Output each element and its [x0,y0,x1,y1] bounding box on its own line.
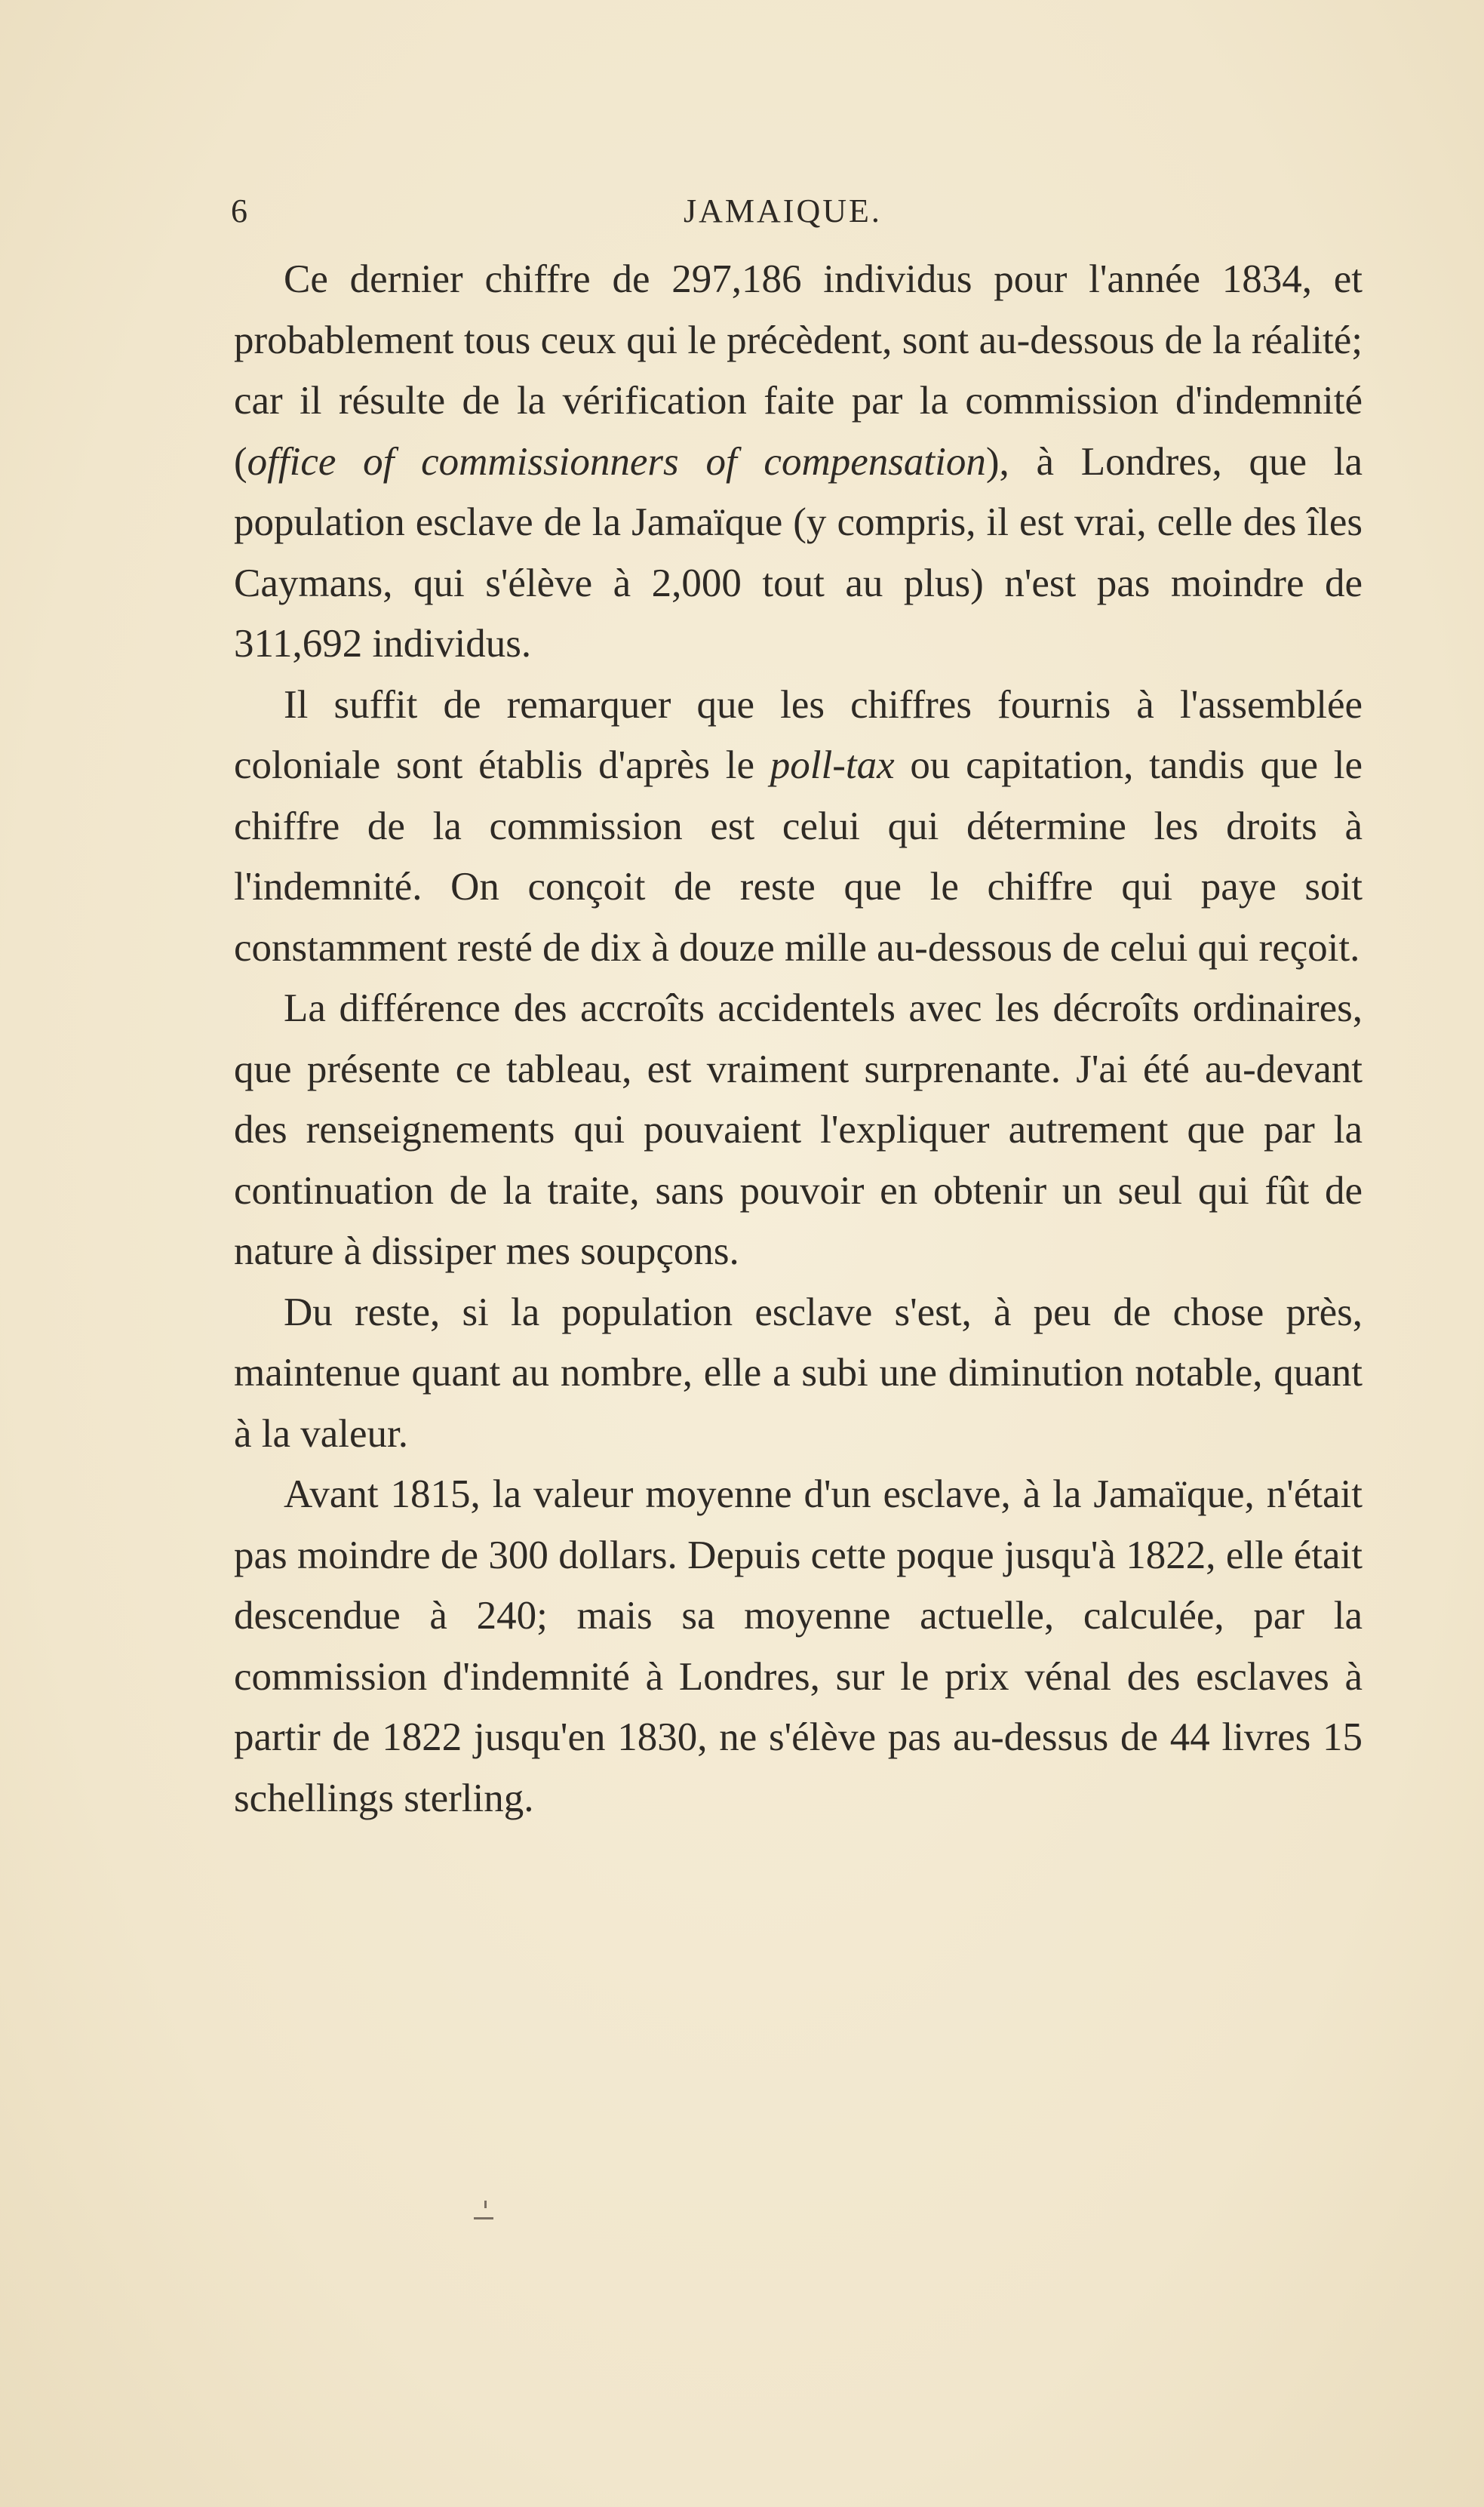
paragraph-1-text-b: ), à Londres, que la population esclave de la Jamaïque (y compris, il est vrai, celle des îles Caymans, qui s'élève à 2,000 tout au plus) n'est pas moindre de 311,692 individus. [234,439,1363,666]
paragraph-1 [234,249,1363,675]
paragraph-3: La différence des accroîts accidentels avec les décroîts ordinaires, que présente ce tableau, est vraiment surprenante. J'ai été au-devant des renseignements qui pouvaient l'expliquer autrement que par la continuation de la traite, sans pouvoir en obtenir un seul qui fût de nature à dissiper mes soupçons. [234,986,1363,1273]
paragraph-2-text-a: Il suffit de remarquer que les chiffres fournis à l'assemblée coloniale sont établis d'après le [234,682,1363,787]
running-title: JAMAIQUE. [684,192,882,229]
paragraph-1-italic: office of commissionners of compensation [247,439,986,484]
page-number: 6 [231,192,250,229]
paper-blemish-small [484,2201,487,2208]
paragraph-1-text-a: Ce dernier chiffre de 297,186 individus pour l'année 1834, et probablement tous ceux qui le précèdent, sont au-dessous de la réalité; car il résulte de la vérification faite par la commission d'indemnité ( [234,257,1363,484]
paragraph-2 [234,675,1363,979]
page-header [231,192,1363,237]
paragraph-2-text-b: ou capitation, tandis que le chiffre de la commission est celui qui détermine les droits à l'indemnité. On conçoit de reste que le chiffre qui paye soit constamment resté de dix à douze mille au-dessous de celui qui reçoit. [234,743,1363,970]
body-text [234,249,1363,1829]
paragraph-5: Avant 1815, la valeur moyenne d'un esclave, à la Jamaïque, n'était pas moindre de 300 dollars. Depuis cette poque jusqu'à 1822, elle était descendue à 240; mais sa moyenne actuelle, calculée, par la commission d'indemnité à Londres, sur le prix vénal des esclaves à partir de 1822 jusqu'en 1830, ne s'élève pas au-dessus de 44 livres 15 schellings sterling. [234,1472,1363,1820]
paragraph-4: Du reste, si la population esclave s'est, à peu de chose près, maintenue quant au nombre, elle a subi une diminution notable, quant à la valeur. [234,1290,1363,1456]
paragraph-2-italic: poll-tax [770,743,895,787]
paper-blemish [474,2217,493,2219]
